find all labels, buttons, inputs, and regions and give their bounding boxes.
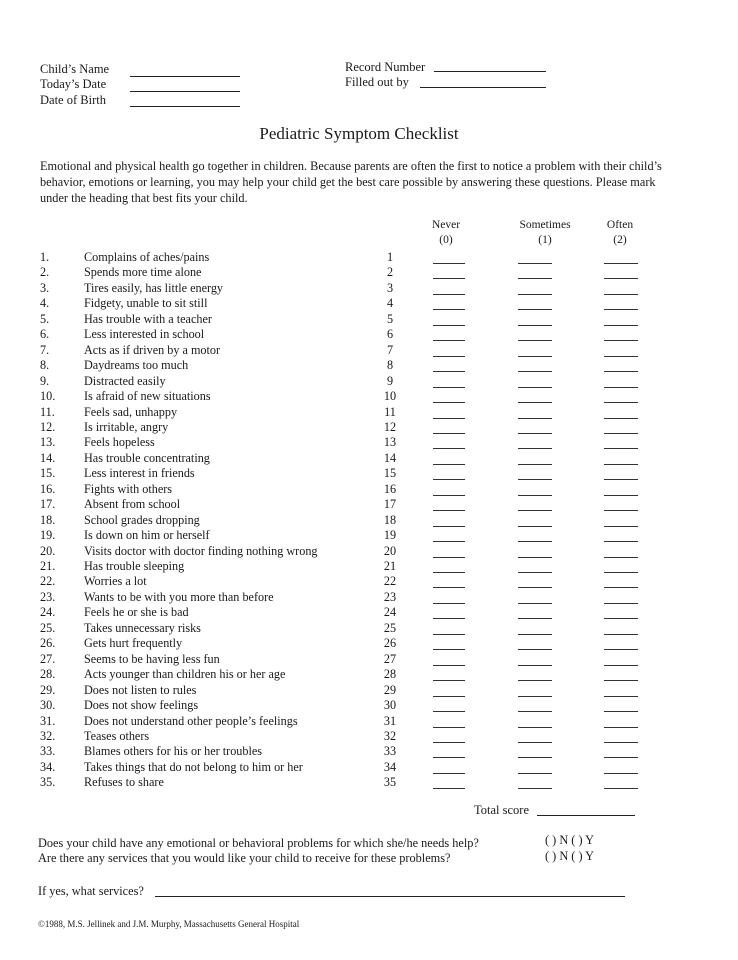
item-ref-number: 33 — [383, 744, 397, 759]
answer-blank-sometimes[interactable] — [518, 773, 552, 774]
todays-date-label: Today’s Date — [40, 77, 107, 91]
item-number: 16. — [40, 481, 56, 496]
checklist-row — [0, 544, 738, 559]
answer-blank-sometimes[interactable] — [518, 526, 552, 527]
answer-blank-often[interactable] — [604, 387, 638, 388]
answer-blank-never[interactable] — [433, 263, 465, 264]
item-ref-number: 11 — [384, 404, 396, 419]
item-number: 3. — [40, 280, 50, 295]
item-ref-number: 8 — [386, 358, 394, 373]
answer-blank-never[interactable] — [433, 448, 465, 449]
answer-blank-never[interactable] — [433, 278, 465, 279]
total-score-label: Total score — [474, 803, 530, 817]
answer-blank-often[interactable] — [604, 680, 638, 681]
answer-blank-never[interactable] — [433, 757, 465, 758]
item-ref-number: 13 — [383, 435, 397, 450]
item-number: 32. — [40, 728, 56, 743]
answer-blank-never[interactable] — [433, 309, 465, 310]
answer-blank-sometimes[interactable] — [518, 665, 552, 666]
answer-blank-often[interactable] — [604, 495, 638, 496]
page-title: Pediatric Symptom Checklist — [259, 124, 459, 143]
answer-blank-often[interactable] — [604, 788, 638, 789]
filled-out-by-field[interactable] — [420, 87, 546, 88]
question-services-options[interactable]: ( ) N ( ) Y — [545, 849, 595, 863]
answer-blank-never[interactable] — [433, 696, 465, 697]
checklist-row — [0, 435, 738, 450]
item-number: 22. — [40, 574, 56, 589]
item-ref-number: 26 — [383, 636, 397, 651]
item-ref-number: 25 — [383, 620, 397, 635]
answer-blank-often[interactable] — [604, 696, 638, 697]
checklist-row — [0, 621, 738, 636]
checklist-row — [0, 405, 738, 420]
answer-blank-never[interactable] — [433, 526, 465, 527]
answer-blank-never[interactable] — [433, 340, 465, 341]
item-ref-number: 27 — [383, 651, 397, 666]
answer-blank-sometimes[interactable] — [518, 557, 552, 558]
question-services: Are there any services that you would like your child to receive for these problems? — [38, 851, 451, 865]
answer-blank-sometimes[interactable] — [518, 788, 552, 789]
answer-blank-often[interactable] — [604, 263, 638, 264]
item-text: Tires easily, has little energy — [84, 280, 224, 295]
item-text: Acts as if driven by a motor — [84, 342, 221, 357]
item-number: 1. — [40, 250, 50, 264]
item-number: 27. — [40, 651, 56, 666]
item-text: Seems to be having less fun — [84, 651, 220, 666]
answer-blank-never[interactable] — [433, 773, 465, 774]
record-number-field[interactable] — [434, 71, 546, 72]
column-score: (0) — [439, 234, 453, 246]
checklist-row — [0, 389, 738, 404]
answer-blank-often[interactable] — [604, 757, 638, 758]
checklist-row — [0, 451, 738, 466]
answer-blank-sometimes[interactable] — [518, 572, 552, 573]
item-ref-number: 2 — [386, 265, 394, 280]
item-number: 14. — [40, 450, 56, 465]
answer-blank-often[interactable] — [604, 479, 638, 480]
item-text: Takes unnecessary risks — [84, 620, 201, 635]
item-text: Acts younger than children his or her age — [84, 667, 286, 682]
services-label: If yes, what services? — [38, 884, 144, 898]
item-text: Does not understand other people’s feelings — [84, 713, 298, 728]
item-text: Wants to be with you more than before — [84, 589, 274, 604]
answer-blank-often[interactable] — [604, 356, 638, 357]
column-score: (2) — [613, 234, 627, 246]
column-score: (1) — [538, 234, 552, 246]
item-text: Blames others for his or her troubles — [84, 744, 263, 759]
answer-blank-never[interactable] — [433, 402, 465, 403]
answer-blank-sometimes[interactable] — [518, 510, 552, 511]
answer-blank-sometimes[interactable] — [518, 696, 552, 697]
item-ref-number: 18 — [383, 512, 397, 527]
checklist-row — [0, 482, 738, 497]
item-text: Visits doctor with doctor finding nothing wrong — [84, 543, 318, 558]
checklist-row — [0, 358, 738, 373]
checklist-row — [0, 420, 738, 435]
answer-blank-never[interactable] — [433, 418, 465, 419]
item-text: Absent from school — [84, 497, 181, 512]
answer-blank-sometimes[interactable] — [518, 340, 552, 341]
question-problems-options[interactable]: ( ) N ( ) Y — [545, 833, 595, 847]
answer-blank-sometimes[interactable] — [518, 309, 552, 310]
item-text: Takes things that do not belong to him or her — [84, 759, 303, 774]
checklist-row — [0, 374, 738, 389]
item-number: 19. — [40, 528, 56, 543]
item-ref-number: 3 — [386, 280, 394, 295]
answer-blank-often[interactable] — [604, 603, 638, 604]
item-ref-number: 32 — [383, 728, 397, 743]
answer-blank-often[interactable] — [604, 418, 638, 419]
todays-date-field[interactable] — [130, 91, 240, 92]
item-number: 6. — [40, 327, 50, 342]
item-ref-number: 35 — [383, 775, 397, 790]
record-number-label: Record Number — [345, 60, 426, 74]
answer-blank-often[interactable] — [604, 742, 638, 743]
answer-blank-often[interactable] — [604, 309, 638, 310]
answer-blank-never[interactable] — [433, 634, 465, 635]
item-number: 15. — [40, 466, 56, 481]
item-number: 30. — [40, 698, 56, 713]
answer-blank-sometimes[interactable] — [518, 433, 552, 434]
item-ref-number: 20 — [383, 543, 397, 558]
checklist-row — [0, 605, 738, 620]
checklist-row — [0, 667, 738, 682]
answer-blank-often[interactable] — [604, 711, 638, 712]
item-text: Feels he or she is bad — [84, 605, 189, 620]
item-ref-number: 7 — [386, 342, 394, 357]
date-of-birth-label: Date of Birth — [40, 93, 106, 107]
item-number: 34. — [40, 759, 56, 774]
date-of-birth-field[interactable] — [130, 106, 240, 107]
answer-blank-never[interactable] — [433, 680, 465, 681]
item-ref-number: 12 — [383, 419, 397, 434]
answer-blank-sometimes[interactable] — [518, 587, 552, 588]
item-text: Distracted easily — [84, 373, 166, 388]
answer-blank-never[interactable] — [433, 541, 465, 542]
item-ref-number: 19 — [383, 528, 397, 543]
item-number: 10. — [40, 389, 56, 404]
item-text: Spends more time alone — [84, 265, 202, 280]
checklist-row — [0, 590, 738, 605]
answer-blank-never[interactable] — [433, 371, 465, 372]
checklist-row — [0, 327, 738, 342]
answer-blank-never[interactable] — [433, 727, 465, 728]
item-text: Does not listen to rules — [84, 682, 197, 697]
answer-blank-often[interactable] — [604, 634, 638, 635]
answer-blank-never[interactable] — [433, 433, 465, 434]
checklist-row — [0, 497, 738, 512]
checklist-row — [0, 312, 738, 327]
item-number: 24. — [40, 605, 56, 620]
item-ref-number: 28 — [383, 667, 397, 682]
answer-blank-never[interactable] — [433, 387, 465, 388]
item-number: 28. — [40, 667, 56, 682]
item-ref-number: 15 — [383, 466, 397, 481]
checklist-row — [0, 760, 738, 775]
item-text: Has trouble with a teacher — [84, 311, 212, 326]
item-ref-number: 14 — [383, 450, 397, 465]
answer-blank-sometimes[interactable] — [518, 649, 552, 650]
answer-blank-never[interactable] — [433, 356, 465, 357]
answer-blank-often[interactable] — [604, 649, 638, 650]
answer-blank-often[interactable] — [604, 294, 638, 295]
answer-blank-never[interactable] — [433, 587, 465, 588]
item-number: 23. — [40, 589, 56, 604]
checklist-row — [0, 636, 738, 651]
item-number: 7. — [40, 342, 50, 357]
intro-paragraph: Emotional and physical health go together in children. Because parents are often the first to notice a problem with their child’s behavior, emotions or learning, you may help your child get the best care possible by answering these questions. Please mark under the heading that best fits your child. — [40, 159, 662, 205]
answer-blank-often[interactable] — [604, 526, 638, 527]
item-text: School grades dropping — [84, 512, 200, 527]
answer-blank-often[interactable] — [604, 402, 638, 403]
checklist-row — [0, 265, 738, 280]
checklist-row — [0, 744, 738, 759]
answer-blank-sometimes[interactable] — [518, 634, 552, 635]
item-text: Daydreams too much — [84, 358, 189, 373]
answer-blank-never[interactable] — [433, 294, 465, 295]
answer-blank-never[interactable] — [433, 618, 465, 619]
checklist-row — [0, 281, 738, 296]
checklist-row — [0, 296, 738, 311]
services-field[interactable] — [155, 896, 625, 897]
checklist-row — [0, 343, 738, 358]
answer-blank-often[interactable] — [604, 557, 638, 558]
answer-blank-sometimes[interactable] — [518, 495, 552, 496]
item-text: Feels sad, unhappy — [84, 404, 178, 419]
item-number: 31. — [40, 713, 56, 728]
item-text: Worries a lot — [84, 574, 147, 589]
answer-blank-often[interactable] — [604, 572, 638, 573]
item-text: Does not show feelings — [84, 698, 199, 713]
answer-blank-sometimes[interactable] — [518, 603, 552, 604]
answer-blank-sometimes[interactable] — [518, 680, 552, 681]
answer-blank-sometimes[interactable] — [518, 356, 552, 357]
item-number: 8. — [40, 358, 50, 373]
item-ref-number: 1 — [386, 250, 394, 264]
item-ref-number: 30 — [383, 698, 397, 713]
checklist-row — [0, 729, 738, 744]
checklist-row — [0, 574, 738, 589]
answer-blank-never[interactable] — [433, 711, 465, 712]
item-ref-number: 17 — [383, 497, 397, 512]
item-ref-number: 16 — [383, 481, 397, 496]
answer-blank-never[interactable] — [433, 464, 465, 465]
item-number: 35. — [40, 775, 56, 790]
item-number: 33. — [40, 744, 56, 759]
answer-blank-often[interactable] — [604, 510, 638, 511]
item-number: 11. — [40, 404, 55, 419]
checklist-row — [0, 775, 738, 790]
column-label: Never — [431, 219, 461, 231]
answer-blank-often[interactable] — [604, 433, 638, 434]
item-number: 12. — [40, 419, 56, 434]
item-text: Feels hopeless — [84, 435, 155, 450]
item-ref-number: 24 — [383, 605, 397, 620]
checklist-row — [0, 683, 738, 698]
answer-blank-often[interactable] — [604, 340, 638, 341]
answer-blank-sometimes[interactable] — [518, 263, 552, 264]
answer-blank-sometimes[interactable] — [518, 402, 552, 403]
item-number: 9. — [40, 373, 50, 388]
item-number: 29. — [40, 682, 56, 697]
item-text: Complains of aches/pains — [84, 250, 210, 264]
answer-blank-sometimes[interactable] — [518, 448, 552, 449]
item-ref-number: 31 — [383, 713, 397, 728]
answer-blank-sometimes[interactable] — [518, 371, 552, 372]
answer-blank-often[interactable] — [604, 371, 638, 372]
answer-blank-often[interactable] — [604, 773, 638, 774]
answer-blank-never[interactable] — [433, 603, 465, 604]
item-number: 26. — [40, 636, 56, 651]
answer-blank-sometimes[interactable] — [518, 727, 552, 728]
answer-blank-sometimes[interactable] — [518, 464, 552, 465]
answer-blank-sometimes[interactable] — [518, 294, 552, 295]
item-text: Less interest in friends — [84, 466, 195, 481]
checklist-row — [0, 698, 738, 713]
item-number: 20. — [40, 543, 56, 558]
item-text: Teases others — [84, 728, 150, 743]
column-label: Often — [606, 219, 634, 231]
answer-blank-sometimes[interactable] — [518, 742, 552, 743]
checklist-row — [0, 714, 738, 729]
item-ref-number: 29 — [383, 682, 397, 697]
total-score-field[interactable] — [537, 815, 635, 816]
item-text: Is afraid of new situations — [84, 389, 211, 404]
item-text: Fights with others — [84, 481, 173, 496]
item-ref-number: 6 — [386, 327, 394, 342]
checklist-row — [0, 528, 738, 543]
checklist-row — [0, 513, 738, 528]
item-ref-number: 22 — [383, 574, 397, 589]
answer-blank-sometimes[interactable] — [518, 479, 552, 480]
answer-blank-never[interactable] — [433, 742, 465, 743]
item-text: Gets hurt frequently — [84, 636, 183, 651]
item-number: 13. — [40, 435, 56, 450]
answer-blank-sometimes[interactable] — [518, 387, 552, 388]
item-number: 25. — [40, 620, 56, 635]
item-ref-number: 23 — [383, 589, 397, 604]
answer-blank-often[interactable] — [604, 278, 638, 279]
item-number: 5. — [40, 311, 50, 326]
item-ref-number: 4 — [386, 296, 394, 311]
item-number: 17. — [40, 497, 56, 512]
item-text: Has trouble concentrating — [84, 450, 210, 465]
item-text: Is irritable, angry — [84, 419, 169, 434]
item-text: Less interested in school — [84, 327, 205, 342]
answer-blank-never[interactable] — [433, 510, 465, 511]
answer-blank-sometimes[interactable] — [518, 278, 552, 279]
answer-blank-often[interactable] — [604, 727, 638, 728]
answer-blank-often[interactable] — [604, 665, 638, 666]
answer-blank-sometimes[interactable] — [518, 757, 552, 758]
item-text: Fidgety, unable to sit still — [84, 296, 208, 311]
checklist-row — [0, 466, 738, 481]
answer-blank-never[interactable] — [433, 557, 465, 558]
item-number: 2. — [40, 265, 50, 280]
answer-blank-often[interactable] — [604, 541, 638, 542]
item-ref-number: 5 — [386, 311, 394, 326]
copyright-note: ©1988, M.S. Jellinek and J.M. Murphy, Massachusetts General Hospital — [38, 919, 300, 929]
answer-blank-never[interactable] — [433, 325, 465, 326]
answer-blank-never[interactable] — [433, 788, 465, 789]
answer-blank-sometimes[interactable] — [518, 418, 552, 419]
answer-blank-often[interactable] — [604, 618, 638, 619]
item-ref-number: 10 — [383, 389, 397, 404]
answer-blank-often[interactable] — [604, 464, 638, 465]
childs-name-label: Child’s Name — [40, 62, 110, 76]
item-ref-number: 9 — [386, 373, 394, 388]
item-ref-number: 34 — [383, 759, 397, 774]
item-ref-number: 21 — [383, 559, 397, 573]
item-number: 21. — [40, 559, 56, 573]
answer-blank-never[interactable] — [433, 665, 465, 666]
answer-blank-never[interactable] — [433, 572, 465, 573]
item-text: Has trouble sleeping — [84, 559, 185, 573]
column-header-never — [418, 218, 474, 248]
answer-blank-often[interactable] — [604, 448, 638, 449]
checklist-row — [0, 559, 738, 574]
checklist-row — [0, 250, 738, 265]
column-header-often — [592, 218, 648, 248]
item-number: 18. — [40, 512, 56, 527]
answer-blank-sometimes[interactable] — [518, 711, 552, 712]
answer-blank-sometimes[interactable] — [518, 541, 552, 542]
answer-blank-sometimes[interactable] — [518, 325, 552, 326]
answer-blank-never[interactable] — [433, 479, 465, 480]
answer-blank-often[interactable] — [604, 325, 638, 326]
checklist-row — [0, 652, 738, 667]
column-header-sometimes — [505, 218, 585, 248]
question-problems: Does your child have any emotional or behavioral problems for which she/he needs help? — [38, 836, 479, 850]
answer-blank-never[interactable] — [433, 495, 465, 496]
item-number: 4. — [40, 296, 50, 311]
column-label: Sometimes — [519, 219, 571, 231]
item-text: Refuses to share — [84, 775, 164, 790]
answer-blank-never[interactable] — [433, 649, 465, 650]
answer-blank-sometimes[interactable] — [518, 618, 552, 619]
answer-blank-often[interactable] — [604, 587, 638, 588]
childs-name-field[interactable] — [130, 76, 240, 77]
item-text: Is down on him or herself — [84, 528, 210, 543]
filled-out-by-label: Filled out by — [345, 75, 409, 89]
